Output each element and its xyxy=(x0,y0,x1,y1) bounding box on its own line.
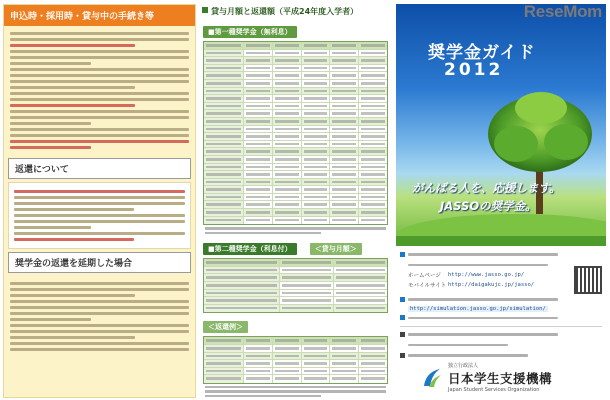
table-cell xyxy=(244,80,273,87)
table-cell xyxy=(330,42,359,49)
table-cell xyxy=(330,126,359,133)
table-cell xyxy=(273,368,302,375)
table-cell xyxy=(359,171,387,178)
table-cell xyxy=(302,148,331,155)
table-cell xyxy=(359,141,387,148)
table-cell xyxy=(204,259,280,266)
table-cell xyxy=(204,164,244,171)
table-cell xyxy=(244,156,273,163)
table-cell xyxy=(302,110,331,117)
table-cell xyxy=(302,118,331,125)
table-cell xyxy=(330,217,359,225)
table-row xyxy=(204,65,387,73)
table-row xyxy=(204,194,387,202)
table-cell xyxy=(273,65,302,72)
table-row xyxy=(204,88,387,96)
table-cell xyxy=(302,360,331,367)
table-cell xyxy=(330,50,359,57)
table-cell xyxy=(302,179,331,186)
table-cell xyxy=(359,133,387,140)
homepage-link[interactable]: http://www.jasso.go.jp/ xyxy=(448,272,525,278)
table-row xyxy=(204,42,387,50)
table-cell xyxy=(204,156,244,163)
table-cell xyxy=(273,156,302,163)
table-cell xyxy=(359,103,387,110)
table-cell xyxy=(204,148,244,155)
table-cell xyxy=(273,179,302,186)
table-row xyxy=(204,141,387,149)
table-cell xyxy=(302,337,331,344)
table-cell xyxy=(244,375,273,383)
table-row xyxy=(204,80,387,88)
table-cell xyxy=(273,209,302,216)
table-cell xyxy=(330,179,359,186)
table-cell xyxy=(330,375,359,383)
table-row xyxy=(204,259,387,267)
table-cell xyxy=(204,353,244,360)
table-cell xyxy=(334,290,387,297)
table-cell xyxy=(273,217,302,225)
table-cell xyxy=(302,65,331,72)
table-cell xyxy=(359,368,387,375)
table-row xyxy=(204,156,387,164)
table-row xyxy=(204,110,387,118)
table-cell xyxy=(330,65,359,72)
table-cell xyxy=(330,133,359,140)
table-cell xyxy=(280,259,334,266)
table-row xyxy=(204,148,387,156)
table-cell xyxy=(204,375,244,383)
table-cell xyxy=(359,126,387,133)
table-cell xyxy=(330,95,359,102)
table-row xyxy=(204,290,387,298)
table-cell xyxy=(204,345,244,352)
jasso-logo-icon xyxy=(420,366,444,390)
table-cell xyxy=(280,282,334,289)
table-cell xyxy=(302,72,331,79)
table-cell xyxy=(302,368,331,375)
table-cell xyxy=(330,201,359,208)
table-row xyxy=(204,126,387,134)
table-row xyxy=(204,118,387,126)
table-cell xyxy=(330,118,359,125)
table-row xyxy=(204,353,387,361)
table-cell xyxy=(359,179,387,186)
bullet-icon xyxy=(400,297,405,302)
table-row xyxy=(204,267,387,275)
mobile-link[interactable]: http://daigakujc.jp/jasso/ xyxy=(448,282,535,288)
table-cell xyxy=(302,126,331,133)
loan-amount-heading: 貸与月額と返還額（平成24年度入学者） xyxy=(199,4,392,19)
table-cell xyxy=(359,110,387,117)
table-cell xyxy=(244,133,273,140)
table-cell xyxy=(330,171,359,178)
table-cell xyxy=(302,171,331,178)
table-cell xyxy=(204,282,280,289)
table-cell xyxy=(204,360,244,367)
table-cell xyxy=(204,141,244,148)
org-subtitle: 独立行政法人 xyxy=(448,363,479,369)
table-cell xyxy=(359,337,387,344)
table-cell xyxy=(244,42,273,49)
table-cell xyxy=(280,267,334,274)
table-cell xyxy=(302,88,331,95)
info-section xyxy=(396,248,606,398)
deferment-body xyxy=(4,276,195,357)
table-cell xyxy=(244,88,273,95)
left-panel xyxy=(3,4,196,398)
table-cell xyxy=(359,353,387,360)
watermark: ReseMom xyxy=(523,2,602,21)
table-cell xyxy=(244,65,273,72)
table-cell xyxy=(204,201,244,208)
table-cell xyxy=(273,50,302,57)
table-cell xyxy=(204,95,244,102)
table-cell xyxy=(330,110,359,117)
table-cell xyxy=(204,80,244,87)
table-cell xyxy=(302,201,331,208)
table-cell xyxy=(273,126,302,133)
table-cell xyxy=(204,42,244,49)
table-cell xyxy=(330,103,359,110)
table-cell xyxy=(359,118,387,125)
table-cell xyxy=(302,186,331,193)
table-cell xyxy=(244,103,273,110)
cover xyxy=(396,4,606,246)
table-row xyxy=(204,103,387,111)
table-cell xyxy=(204,209,244,216)
table-cell xyxy=(334,282,387,289)
table-row xyxy=(204,179,387,187)
table-cell xyxy=(204,305,280,313)
table-cell xyxy=(273,164,302,171)
table-row xyxy=(204,345,387,353)
table-row xyxy=(204,305,387,313)
table-cell xyxy=(273,201,302,208)
table-cell xyxy=(273,353,302,360)
table-cell xyxy=(204,103,244,110)
table-row xyxy=(204,274,387,282)
table-row xyxy=(204,164,387,172)
table-cell xyxy=(359,209,387,216)
table-cell xyxy=(359,65,387,72)
table-cell xyxy=(273,118,302,125)
table-cell xyxy=(302,95,331,102)
table-cell xyxy=(204,194,244,201)
bullet-icon xyxy=(400,315,405,320)
table-row xyxy=(204,368,387,376)
table-cell xyxy=(359,201,387,208)
table-cell xyxy=(244,57,273,64)
slogan-line1: がんばる人を、応援します。 xyxy=(412,181,561,195)
table-cell xyxy=(204,217,244,225)
table-cell xyxy=(204,290,280,297)
table-row xyxy=(204,337,387,345)
table-cell xyxy=(280,305,334,313)
table-cell xyxy=(204,65,244,72)
table-cell xyxy=(273,95,302,102)
table-cell xyxy=(334,267,387,274)
type2-monthly-table xyxy=(203,258,388,313)
table-cell xyxy=(204,337,244,344)
mobile-label: モバイルサイト xyxy=(408,283,447,289)
right-panel xyxy=(396,4,606,398)
section-repayment-title: 返還について xyxy=(8,158,191,179)
table-cell xyxy=(302,42,331,49)
table-cell xyxy=(359,375,387,383)
table-cell xyxy=(302,103,331,110)
table-cell xyxy=(330,148,359,155)
table-cell xyxy=(244,126,273,133)
table-row xyxy=(204,50,387,58)
type2-monthly-heading: ＜貸与月額＞ xyxy=(310,243,362,255)
table-cell xyxy=(244,217,273,225)
table-cell xyxy=(302,164,331,171)
table-cell xyxy=(334,274,387,281)
table-cell xyxy=(273,110,302,117)
table-cell xyxy=(334,297,387,304)
homepage-label: ホームページ xyxy=(408,273,441,279)
table-cell xyxy=(204,110,244,117)
table-cell xyxy=(302,133,331,140)
table-cell xyxy=(334,259,387,266)
table-cell xyxy=(204,267,280,274)
table-cell xyxy=(273,42,302,49)
table-cell xyxy=(302,50,331,57)
table-cell xyxy=(244,110,273,117)
table-cell xyxy=(244,201,273,208)
table-cell xyxy=(244,72,273,79)
table-row xyxy=(204,133,387,141)
table-cell xyxy=(334,305,387,313)
table-cell xyxy=(244,141,273,148)
table-cell xyxy=(330,88,359,95)
table-row xyxy=(204,209,387,217)
table-cell xyxy=(330,156,359,163)
table-cell xyxy=(244,186,273,193)
table-cell xyxy=(273,133,302,140)
table-row xyxy=(204,57,387,65)
table-cell xyxy=(204,50,244,57)
table-cell xyxy=(330,186,359,193)
table-row xyxy=(204,360,387,368)
table-cell xyxy=(359,217,387,225)
table-cell xyxy=(204,88,244,95)
table-cell xyxy=(330,337,359,344)
table-cell xyxy=(359,148,387,155)
table-row xyxy=(204,201,387,209)
slogan-line2: JASSOの奨学金。 xyxy=(440,199,537,213)
table-cell xyxy=(244,353,273,360)
table-cell xyxy=(273,57,302,64)
table-cell xyxy=(244,345,273,352)
table-cell xyxy=(273,194,302,201)
table-cell xyxy=(273,171,302,178)
table-cell xyxy=(204,118,244,125)
table-row xyxy=(204,297,387,305)
section-procedures-title: 申込時・採用時・貸与中の手続き等 xyxy=(4,5,195,26)
table-cell xyxy=(359,194,387,201)
table-cell xyxy=(359,156,387,163)
table-cell xyxy=(302,209,331,216)
bullet-icon xyxy=(400,252,405,257)
table-cell xyxy=(204,133,244,140)
table-cell xyxy=(302,194,331,201)
table-row xyxy=(204,375,387,383)
table-cell xyxy=(280,290,334,297)
table-cell xyxy=(302,80,331,87)
table-cell xyxy=(273,360,302,367)
table-cell xyxy=(302,156,331,163)
table-cell xyxy=(273,141,302,148)
type1-table xyxy=(203,41,388,225)
type2-repayment-table xyxy=(203,336,388,384)
table-cell xyxy=(359,72,387,79)
table-cell xyxy=(330,368,359,375)
table-cell xyxy=(244,209,273,216)
bullet-icon xyxy=(400,353,405,358)
table-cell xyxy=(244,50,273,57)
table-cell xyxy=(244,164,273,171)
middle-panel xyxy=(199,4,392,398)
table-cell xyxy=(204,297,280,304)
table-cell xyxy=(204,368,244,375)
org-english-name: Japan Student Services Organization xyxy=(448,387,540,393)
table-cell xyxy=(204,186,244,193)
table-cell xyxy=(204,171,244,178)
table-cell xyxy=(244,368,273,375)
table-cell xyxy=(273,375,302,383)
table-cell xyxy=(302,353,331,360)
table-cell xyxy=(330,345,359,352)
table-cell xyxy=(273,337,302,344)
qr-code-icon xyxy=(574,266,602,294)
table-cell xyxy=(302,375,331,383)
guide-year: 2012 xyxy=(444,60,504,80)
bullet-icon xyxy=(400,332,405,337)
simulation-link[interactable]: http://simulation.jasso.go.jp/simulation/ xyxy=(410,305,546,312)
table-row xyxy=(204,171,387,179)
table-cell xyxy=(273,72,302,79)
table-cell xyxy=(273,186,302,193)
table-cell xyxy=(359,88,387,95)
table-cell xyxy=(302,217,331,225)
table-cell xyxy=(244,171,273,178)
table-cell xyxy=(302,141,331,148)
table-cell xyxy=(330,141,359,148)
table-cell xyxy=(359,57,387,64)
table-row xyxy=(204,282,387,290)
table-row xyxy=(204,186,387,194)
table-row xyxy=(204,72,387,80)
table-cell xyxy=(273,80,302,87)
table-cell xyxy=(204,57,244,64)
table-cell xyxy=(244,194,273,201)
table-cell xyxy=(330,209,359,216)
table-cell xyxy=(280,274,334,281)
table-cell xyxy=(330,360,359,367)
table-cell xyxy=(330,72,359,79)
table-cell xyxy=(273,148,302,155)
table-cell xyxy=(244,148,273,155)
table-cell xyxy=(273,345,302,352)
table-row xyxy=(204,95,387,103)
table-cell xyxy=(359,95,387,102)
table-cell xyxy=(359,80,387,87)
organization-logo xyxy=(420,362,552,393)
table-cell xyxy=(244,95,273,102)
table-cell xyxy=(244,337,273,344)
type1-heading: ■第一種奨学金（無利息） xyxy=(203,26,297,38)
table-cell xyxy=(359,42,387,49)
guide-title: 奨学金ガイド xyxy=(428,43,536,63)
table-cell xyxy=(330,57,359,64)
table-cell xyxy=(359,50,387,57)
table-cell xyxy=(244,360,273,367)
table-cell xyxy=(359,164,387,171)
table-cell xyxy=(244,118,273,125)
table-cell xyxy=(280,297,334,304)
table-cell xyxy=(204,179,244,186)
table-cell xyxy=(330,80,359,87)
table-cell xyxy=(244,179,273,186)
table-cell xyxy=(359,186,387,193)
type2-heading: ■第二種奨学金（利息付） xyxy=(203,243,297,255)
table-cell xyxy=(273,88,302,95)
repayment-body xyxy=(8,182,191,249)
table-row xyxy=(204,217,387,225)
procedures-body xyxy=(4,26,195,155)
table-cell xyxy=(359,360,387,367)
table-cell xyxy=(330,164,359,171)
table-cell xyxy=(302,57,331,64)
table-cell xyxy=(204,72,244,79)
table-cell xyxy=(302,345,331,352)
table-cell xyxy=(273,103,302,110)
type2-repayment-heading: ＜返還例＞ xyxy=(203,321,248,333)
table-cell xyxy=(330,353,359,360)
table-cell xyxy=(204,126,244,133)
section-deferment-title: 奨学金の返還を延期した場合 xyxy=(8,252,191,273)
table-cell xyxy=(330,194,359,201)
table-cell xyxy=(204,274,280,281)
org-name: 日本学生支援機構 xyxy=(448,371,553,386)
table-cell xyxy=(359,345,387,352)
